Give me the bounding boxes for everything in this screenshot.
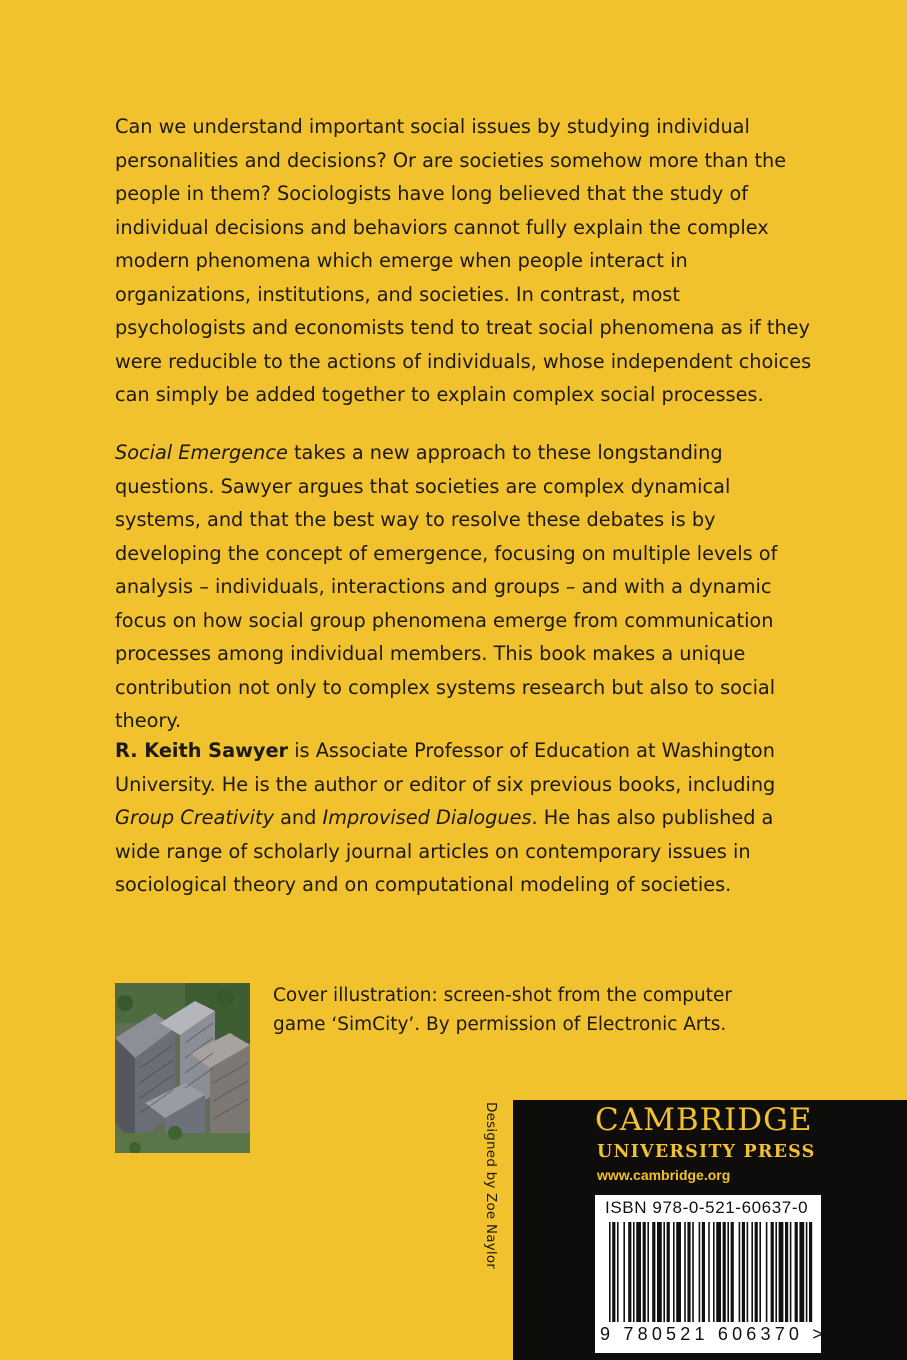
barcode-bar <box>766 1222 768 1322</box>
barcode-bar <box>739 1222 741 1322</box>
blurb-paragraph-1: Can we understand important social issues by studying individual personalities and decisions? Or are societies somehow more than the people in them? Sociologists have long believed that the study of individual decisions and behaviors cannot fully explain the complex modern phenomena which emerge when people interact in organizations, institutions, and societies. In contrast, most psychologists and economists tend to treat social phenomena as if they were reducible to the actions of individuals, whose independent choices can simply be added together to explain complex social processes. <box>115 115 812 406</box>
barcode-number: 9 780521 606370 > <box>600 1324 828 1344</box>
barcode-bar <box>809 1222 812 1322</box>
barcode-bar <box>713 1222 715 1322</box>
publisher-press: UNIVERSITY PRESS <box>597 1142 816 1162</box>
barcode-bar <box>759 1222 761 1322</box>
barcode-bar <box>747 1222 749 1322</box>
barcode-bar <box>755 1222 758 1322</box>
bio-text-1: is Associate Professor of Education at Washington University. He is the author or editor of six previous books, including <box>115 739 776 796</box>
barcode-bar <box>663 1222 665 1322</box>
barcode-bar <box>652 1222 655 1322</box>
barcode-bar <box>617 1222 619 1322</box>
barcode-bar <box>779 1222 784 1322</box>
publisher-name: CAMBRIDGE <box>595 1102 813 1138</box>
barcode-bar <box>702 1222 705 1322</box>
barcode-bar <box>727 1222 729 1322</box>
cover-illustration-thumbnail <box>115 983 250 1153</box>
publisher-url: www.cambridge.org <box>597 1167 731 1183</box>
author-bio <box>115 734 815 902</box>
barcode <box>603 1222 815 1324</box>
barcode-bar <box>692 1222 694 1322</box>
barcode-bar <box>699 1222 701 1322</box>
barcode-bar <box>633 1222 635 1322</box>
paragraph-2-text: takes a new approach to these longstanding questions. Sawyer argues that societies are complex dynamical systems, and that the best way to resolve these debates is by developing the concept of emergence, focusing on multiple levels of analysis – individuals, interactions and groups – and with a dynamic focus on how social group phenomena emerge from communication processes among individual members. This book makes a unique contribution not only to complex systems research but also to social theory. <box>115 441 778 732</box>
barcode-bar <box>806 1222 808 1322</box>
barcode-bar <box>716 1222 721 1322</box>
bio-and: and <box>273 806 323 829</box>
isbn-label: ISBN 978-0-521-60637-0 <box>605 1198 809 1217</box>
book-title: Social Emergence <box>115 441 288 464</box>
barcode-bar <box>795 1222 798 1322</box>
book-group-creativity: Group Creativity <box>115 806 274 829</box>
designer-credit: Designed by Zoe Naylor <box>483 1102 499 1270</box>
barcode-bar <box>636 1222 641 1322</box>
barcode-bar <box>612 1222 615 1322</box>
barcode-bar <box>623 1222 625 1322</box>
barcode-bar <box>775 1222 777 1322</box>
barcode-bar <box>723 1222 726 1322</box>
barcode-bar <box>657 1222 662 1322</box>
author-name: R. Keith Sawyer <box>115 739 289 762</box>
barcode-bar <box>643 1222 646 1322</box>
barcode-bar <box>771 1222 774 1322</box>
book-improvised-dialogues: Improvised Dialogues <box>322 806 532 829</box>
barcode-bar <box>751 1222 753 1322</box>
barcode-bar <box>731 1222 734 1322</box>
bio-text-2: . He has also published a wide range of scholarly journal articles on contemporary issues in sociological theory and on computational modeling of societies. <box>115 806 774 896</box>
barcode-bar <box>708 1222 710 1322</box>
barcode-bar <box>785 1222 788 1322</box>
barcode-bar <box>673 1222 675 1322</box>
barcode-bar <box>790 1222 792 1322</box>
barcode-bar <box>609 1222 611 1322</box>
barcode-bar <box>742 1222 745 1322</box>
barcode-bar <box>687 1222 690 1322</box>
barcode-bar <box>647 1222 649 1322</box>
barcode-bar <box>684 1222 686 1322</box>
barcode-bar <box>667 1222 670 1322</box>
cover-caption: Cover illustration: screen-shot from the computer game ‘SimCity’. By permission of Electronic Arts. <box>273 985 732 1035</box>
barcode-bar <box>676 1222 681 1322</box>
barcode-bar <box>628 1222 631 1322</box>
barcode-bar <box>799 1222 804 1322</box>
blurb-paragraph-2 <box>115 436 815 738</box>
